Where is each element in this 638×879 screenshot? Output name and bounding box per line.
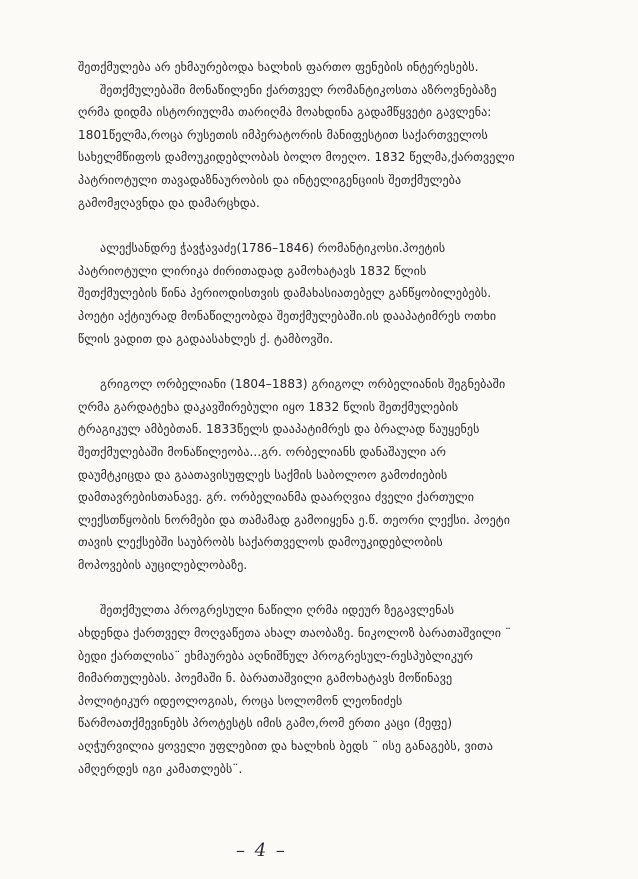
text-line: პოლიტიკურ იდეოლოგიას, როცა სოლომონ ლეონიძეს (78, 693, 403, 708)
text-line: ახდენდა ქართველ მოღვაწეთა ახალ თაობაზე. ნიკოლოზ ბარათაშვილი ¨ (78, 626, 512, 641)
paragraph-4 (78, 599, 588, 780)
text-line: ღრმა დიდმა ისტორიულმა თარიღმა მოახდინა გადამწყვეტი გავლენა: (78, 105, 492, 120)
text-line: შეთქმულთა პროგრესული ნაწილი ღრმა იდეურ ზეგავლენას (100, 603, 455, 618)
text-line: პატრიოტული ლირიკა ძირითადად გამოხატავს 1832 წლის (78, 263, 427, 278)
text-line: შეთქმულება არ ეხმაურებოდა ხალხის ფართო ფენების ინტერესებს. (78, 60, 479, 74)
text-line: მოპოვების აუცილებლობაზე. (78, 557, 248, 572)
paragraph-1 (78, 56, 588, 214)
page-number: – 4 – (236, 840, 287, 861)
text-line: გამომჟღავნდა და დამარცხდა. (78, 195, 260, 210)
text-line: წლის ვადით და გადაასახლეს ქ. ტამბოვში. (78, 331, 334, 346)
paragraph-2 (78, 237, 588, 350)
text-line: ლექსთწყობის ნორმები და თამამად გამოიყენა ე.წ. თეორი ლექსი. პოეტი (78, 512, 511, 527)
text-line: წარმოათქმევინებს პროტესტს იმის გამო,რომ ერთი კაცი (მეფე) (78, 716, 453, 731)
text-line: შეთქმულებაში მონაწილეობა...გრ. ორბელიანს დანაშაული არ (78, 444, 447, 459)
text-line: დამთავრებისთანავე. გრ. ორბელიანმა დაარღვია ძველი ქართული (78, 490, 475, 505)
text-line: ამღერდეს იგი კამათლებს¨. (78, 761, 243, 776)
text-line: პოეტი აქტიურად მონაწილეობდა შეთქმულებაში.ის დააპატიმრეს ოთხი (78, 308, 497, 323)
text-line: სახელმწიფოს დამოუკიდებლობას ბოლო მოეღო. 1832 წელმა,ქართველი (78, 150, 515, 165)
text-line: დაუმტკიცდა და გაათავისუფლეს საქმის საბოლოო გამოძიების (78, 467, 448, 482)
text-line: ალექსანდრე ჭავჭავაძე(1786–1846) რომანტიკოსი.პოეტის (100, 241, 446, 256)
text-line: შეთქმულებაში მონაწილენი ქართველ რომანტიკოსთა აზროვნებაზე (100, 82, 497, 97)
text-line: ტრაგიკულ ამბებთან. 1833წელს დააპატიმრეს და ბრალად წაუყენეს (78, 422, 480, 437)
text-line: პატრიოტული თავადაზნაურობის და ინტელიგენციის შეთქმულება (78, 172, 462, 187)
text-line: 1801წელმა,როცა რუსეთის იმპერატორის მანიფესტით საქართველოს (78, 127, 488, 142)
text-line: აღჭურვილია ყოველი უფლებით და ხალხის ბედს ¨ ისე განაგებს, ვითა (78, 739, 494, 754)
text-line: შეთქმულების წინა პერიოდისთვის დამახასიათებელ განწყობილებებს. (78, 286, 492, 301)
text-line: ღრმა გარდატეხა დაკავშირებული იყო 1832 წლის შეთქმულების (78, 399, 459, 414)
text-line: ბედი ქართლისა¨ ეხმაურება აღნიშნულ პროგრესულ-რესპუბლიკურ (78, 648, 474, 663)
text-line: გრიგოლ ორბელიანი (1804–1883) გრიგოლ ორბელიანის შეგნებაში (100, 377, 506, 392)
text-line: თავის ლექსებში საუბრობს საქართველოს დამოუკიდებლობის (78, 535, 443, 550)
paragraph-3 (78, 373, 588, 576)
text-line: მიმართულებას. პოემაში ნ. ბარათაშვილი გამოხატავს მოწინავე (78, 671, 453, 686)
